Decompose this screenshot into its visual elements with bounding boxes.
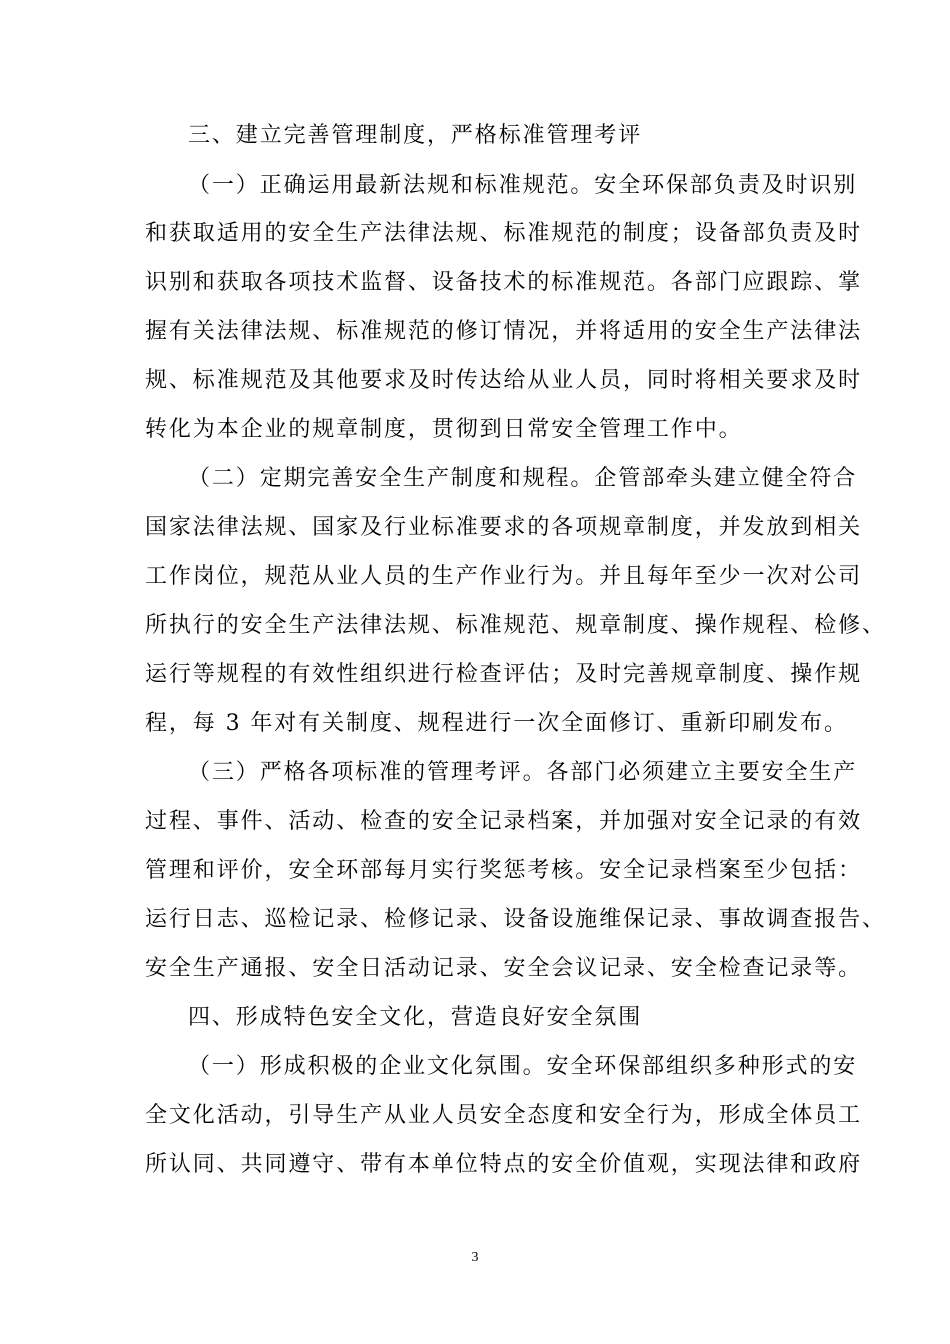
paragraph-line: 过程、事件、活动、检查的安全记录档案，并加强对安全记录的有效 <box>145 809 863 834</box>
paragraph-line: （一）正确运用最新法规和标准规范。安全环保部负责及时识别 <box>188 173 858 198</box>
paragraph-line: 全文化活动，引导生产从业人员安全态度和安全行为，形成全体员工 <box>145 1103 863 1128</box>
paragraph-line: （二）定期完善安全生产制度和规程。企管部牵头建立健全符合 <box>188 466 858 491</box>
paragraph-line: 规、标准规范及其他要求及时传达给从业人员，同时将相关要求及时 <box>145 368 863 393</box>
paragraph-line: （三）严格各项标准的管理考评。各部门必须建立主要安全生产 <box>188 760 858 785</box>
paragraph-line: 所认同、共同遵守、带有本单位特点的安全价值观，实现法律和政府 <box>145 1152 863 1177</box>
paragraph-line: 国家法律法规、国家及行业标准要求的各项规章制度，并发放到相关 <box>145 515 863 540</box>
paragraph-line: 管理和评价，安全环部每月实行奖惩考核。安全记录档案至少包括： <box>145 858 863 883</box>
paragraph-line: 运行等规程的有效性组织进行检查评估；及时完善规章制度、操作规 <box>145 662 863 687</box>
paragraph-line: 安全生产通报、安全日活动记录、安全会议记录、安全检查记录等。 <box>145 956 863 981</box>
paragraph-line: 转化为本企业的规章制度，贯彻到日常安全管理工作中。 <box>145 417 743 442</box>
section-heading-4: 四、形成特色安全文化，营造良好安全氛围 <box>188 1005 643 1030</box>
paragraph-line: （一）形成积极的企业文化氛围。安全环保部组织多种形式的安 <box>188 1054 858 1079</box>
paragraph-line: 程，每 3 年对有关制度、规程进行一次全面修订、重新印刷发布。 <box>145 711 848 736</box>
page-number: 3 <box>471 1250 479 1265</box>
paragraph-line: 和获取适用的安全生产法律法规、标准规范的制度；设备部负责及时 <box>145 221 863 246</box>
paragraph-line: 所执行的安全生产法律法规、标准规范、规章制度、操作规程、检修、 <box>145 613 886 638</box>
paragraph-line: 识别和获取各项技术监督、设备技术的标准规范。各部门应跟踪、掌 <box>145 270 863 295</box>
section-heading-3: 三、建立完善管理制度，严格标准管理考评 <box>188 123 643 148</box>
paragraph-line: 工作岗位，规范从业人员的生产作业行为。并且每年至少一次对公司 <box>145 564 863 589</box>
paragraph-line: 运行日志、巡检记录、检修记录、设备设施维保记录、事故调查报告、 <box>145 907 886 932</box>
paragraph-line: 握有关法律法规、标准规范的修订情况，并将适用的安全生产法律法 <box>145 319 863 344</box>
